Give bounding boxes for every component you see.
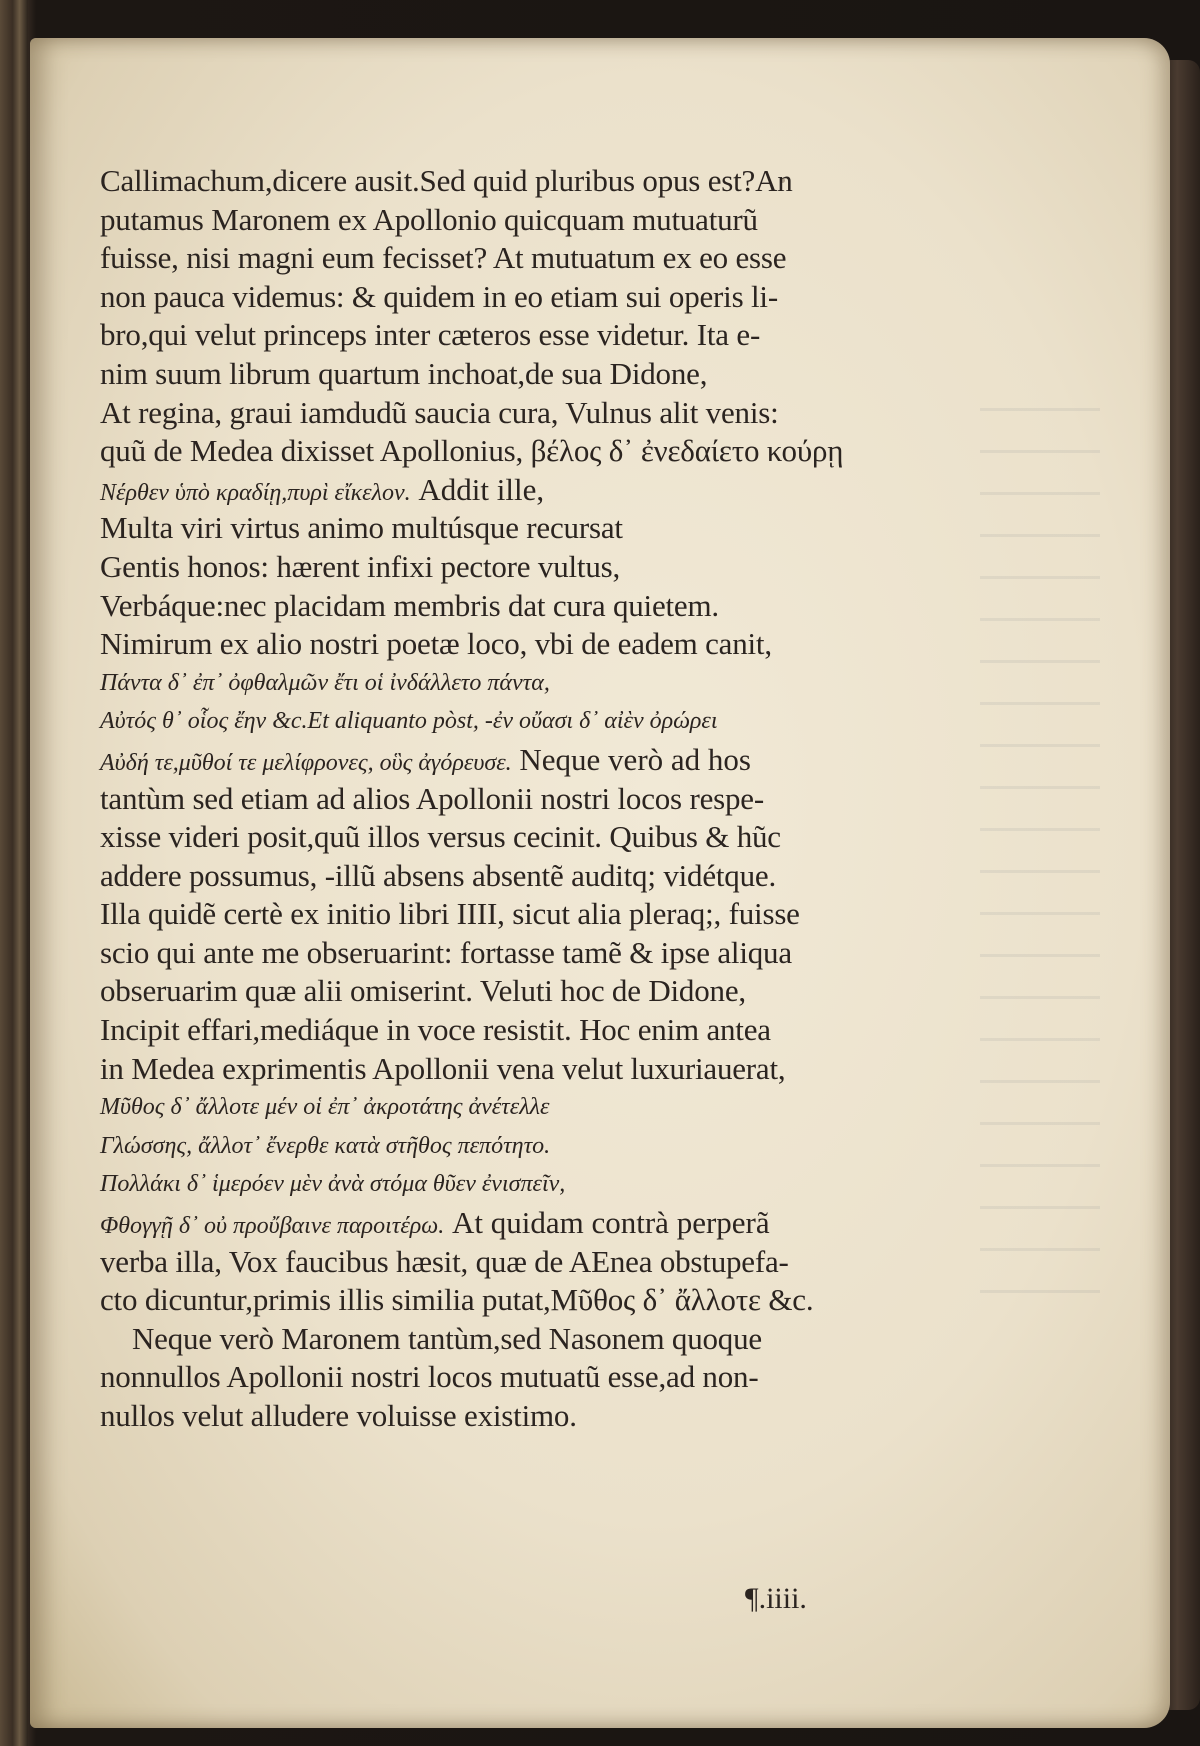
text-line-24: in Medea exprimentis Apollonii vena velut luxuriauerat, [100,1050,786,1086]
latin-tail: At quidam contrà perperã [444,1205,770,1241]
text-line-1: Callimachum,dicere ausit.Sed quid pluribus opus est?An [100,163,793,198]
text-line-6: nim suum librum quartum inchoat,de sua Didone, [100,355,708,391]
text-line-32: nonnullos Apollonii nostri locos mutuatũ esse,ad non- [100,1359,759,1395]
text-line-19: addere possumus, -illũ absens absentẽ auditq; vidétque. [100,857,777,893]
text-line-15: Αὐτός θ᾽ οἷος ἔην &c.Et aliquanto pòst, -ἐν οὔασι δ᾽ αἰὲν ὀρώρει [100,708,718,735]
text-line-25: Μῦθος δ᾽ ἄλλοτε μέν οἱ ἐπ᾽ ἀκροτάτης ἀνέτελλε [100,1094,550,1121]
text-line-29: verba illa, Vox faucibus hæsit, quæ de AEnea obstupefa- [100,1243,789,1279]
text-line-27: Πολλάκι δ᾽ ἱμερόεν μὲν ἀνὰ στόμα θῦεν ἐνισπεῖν, [100,1171,566,1198]
signature-mark: ¶.iiii. [745,1582,807,1615]
latin-tail: Addit ille, [410,471,545,507]
text-line-33: nullos velut alludere voluisse existimo. [100,1398,577,1433]
book-binding [0,0,28,1746]
text-line-2: putamus Maronem ex Apollonio quicquam mutuaturũ [100,201,758,237]
ink-bleed-through [980,408,1100,1308]
text-line-31: Neque verò Maronem tantùm,sed Nasonem quoque [132,1320,762,1356]
text-line-18: xisse videri posit,quũ illos versus cecinit. Quibus & hũc [100,819,781,855]
text-line-26: Γλώσσης, ἄλλοτ᾽ ἔνερθε κατὰ στῆθος πεπότητο. [100,1132,551,1159]
greek-quote: Φθογγῇ δ᾽ οὐ προὔβαινε παροιτέρω. [100,1213,445,1240]
text-line-22: obseruarim quæ alii omiserint. Veluti hoc de Didone, [100,973,746,1009]
text-line-21: scio qui ante me obseruarint: fortasse tamẽ & ipse aliqua [100,934,792,970]
text-line-20: Illa quidẽ certè ex initio libri IIII, sicut alia pleraq;, fuisse [100,896,800,932]
text-line-7: At regina, graui iamdudũ saucia cura, Vulnus alit venis: [100,394,779,430]
greek-quote: Νέρθεν ὑπὸ κραδίῃ,πυρὶ εἴκελον. [100,479,411,506]
text-line-9 [100,471,930,510]
text-line-5: bro,qui velut princeps inter cæteros esse videtur. Ita e- [100,317,761,353]
text-line-8: quũ de Medea dixisset Apollonius, βέλος δ᾽ ἐνεδαίετο κούρῃ [100,433,844,469]
text-line-3: fuisse, nisi magni eum fecisset? At mutuatum ex eo esse [100,240,787,276]
text-line-13: Nimirum ex alio nostri poetæ loco, vbi de eadem canit, [100,626,772,662]
greek-quote: Αὐδή τε,μῦθοί τε μελίφρονες, οὓς ἀγόρευσε. [100,749,512,776]
text-line-10: Multa viri virtus animo multúsque recursat [100,510,623,546]
text-line-23: Incipit effari,mediáque in voce resistit. Hoc enim antea [100,1012,771,1048]
text-line-30: cto dicuntur,primis illis similia putat,Μῦθος δ᾽ ἄλλοτε &c. [100,1282,814,1318]
text-line-12: Verbáque:nec placidam membris dat cura quietem. [100,587,719,623]
page-text-block [100,162,930,1436]
text-line-17: tantùm sed etiam ad alios Apollonii nostri locos respe- [100,780,764,816]
text-line-28 [100,1204,930,1243]
text-line-11: Gentis honos: hærent infixi pectore vultus, [100,548,621,584]
text-line-4: non pauca videmus: & quidem in eo etiam sui operis li- [100,278,778,314]
latin-tail: Neque verò ad hos [511,741,751,777]
text-line-14: Πάντα δ᾽ ἐπ᾽ ὀφθαλμῶν ἔτι οἱ ἰνδάλλετο πάντα, [100,669,550,696]
text-line-16 [100,741,930,780]
